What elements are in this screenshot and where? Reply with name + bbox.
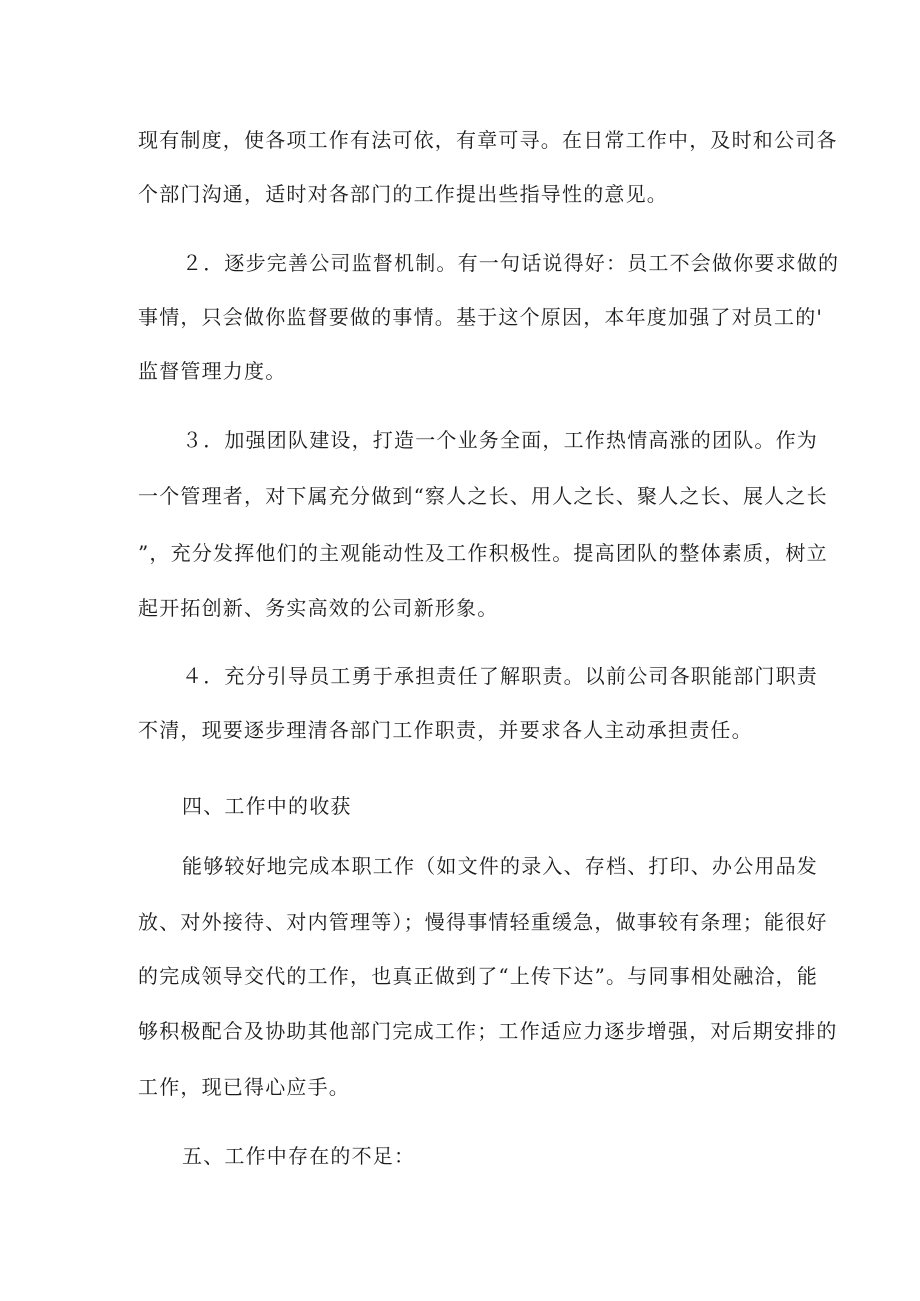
- paragraph-line: 事情，只会做你监督要做的事情。基于这个原因，本年度加强了对员工的': [138, 305, 824, 329]
- paragraph-line: 够积极配合及协助其他部门完成工作；工作适应力逐步增强，对后期安排的: [138, 1019, 838, 1043]
- paragraph-line: ２．逐步完善公司监督机制。有一句话说得好：员工不会做你要求做的: [182, 251, 840, 275]
- paragraph-line: ”，充分发挥他们的主观能动性及工作积极性。提高团队的整体素质，树立: [138, 541, 828, 565]
- section-heading: 四、工作中的收获: [182, 794, 352, 818]
- paragraph-line: 放、对外接待、对内管理等）；慢得事情轻重缓急，做事较有条理；能很好: [138, 910, 828, 934]
- paragraph-line: 工作，现已得心应手。: [138, 1075, 350, 1099]
- paragraph-line: 能够较好地完成本职工作（如文件的录入、存档、打印、办公用品发: [182, 854, 818, 878]
- paragraph-line: ４．充分引导员工勇于承担责任了解职责。以前公司各职能部门职责: [182, 664, 818, 688]
- paragraph-line: 起开拓创新、务实高效的公司新形象。: [138, 596, 499, 620]
- paragraph-line: 的完成领导交代的工作，也真正做到了“上传下达”。与同事相处融洽，能: [138, 964, 819, 988]
- paragraph-line: 现有制度，使各项工作有法可依，有章可寻。在日常工作中，及时和公司各: [138, 128, 838, 152]
- paragraph-line: 一个管理者，对下属充分做到“察人之长、用人之长、聚人之长、展人之长: [138, 484, 828, 508]
- paragraph-line: 监督管理力度。: [138, 359, 287, 383]
- paragraph-line: 个部门沟通，适时对各部门的工作提出些指导性的意见。: [138, 182, 668, 206]
- section-heading: 五、工作中存在的不足：: [182, 1144, 416, 1168]
- paragraph-line: ３．加强团队建设，打造一个业务全面，工作热情高涨的团队。作为: [182, 428, 818, 452]
- paragraph-line: 不清，现要逐步理清各部门工作职责，并要求各人主动承担责任。: [138, 718, 753, 742]
